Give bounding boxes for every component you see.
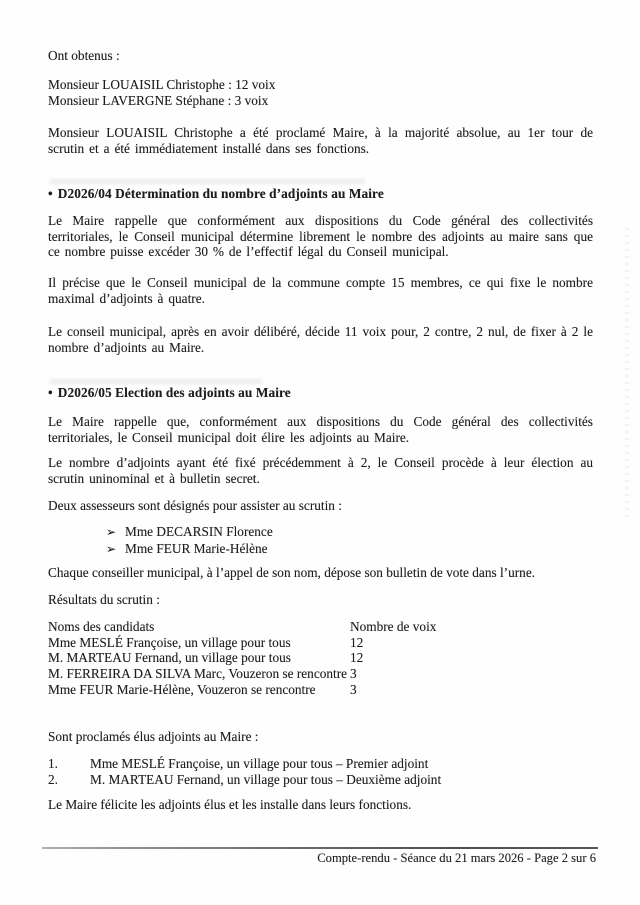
footer-divider bbox=[42, 847, 598, 849]
paragraph-15-membres: Il précise que le Conseil municipal de la commune compte 15 membres, ce qui fixe le nombre maximal d’adjoints à quatre. bbox=[48, 275, 593, 306]
list-item bbox=[106, 541, 273, 558]
scan-artifact bbox=[50, 179, 365, 184]
paragraph-decision-vote: Le conseil municipal, après en avoir délibéré, décide 11 voix pour, 2 contre, 2 nul, de fixer à 2 le nombre d’adjoints au Maire. bbox=[48, 324, 593, 355]
section-heading-d2026-04 bbox=[48, 186, 593, 202]
paragraph-proclames-intro: Sont proclamés élus adjoints au Maire : bbox=[48, 729, 259, 744]
elected-adjoints-list bbox=[48, 756, 593, 787]
votes-cell: 12 bbox=[350, 634, 364, 650]
paragraph-election-intro: Le Maire rappelle que, conformément aux dispositions du Code général des collectivités territoriales, le Conseil municipal doit élire les adjoints au Maire. bbox=[48, 414, 593, 445]
list-item bbox=[106, 524, 273, 541]
section-heading-d2026-05 bbox=[48, 385, 593, 401]
paragraph-urne: Chaque conseiller municipal, à l’appel de son nom, dépose son bulletin de vote dans l’urne. bbox=[48, 565, 536, 580]
section-title: D2026/04 Détermination du nombre d’adjoints au Maire bbox=[57, 186, 384, 201]
table-header-row bbox=[48, 619, 593, 635]
paragraph-resultats-label: Résultats du scrutin : bbox=[48, 592, 160, 607]
column-header-votes: Nombre de voix bbox=[350, 619, 437, 634]
paragraph-mayor-proclamation: Monsieur LOUAISIL Christophe a été proclamé Maire, à la majorité absolue, au 1er tour de scrutin et a été immédiatement installé dans ses fonctions. bbox=[48, 125, 593, 156]
list-number: 2. bbox=[48, 771, 58, 787]
vote-result-line: Monsieur LOUAISIL Christophe : 12 voix bbox=[48, 77, 276, 92]
votes-cell: 12 bbox=[350, 650, 364, 666]
vote-result-line: Monsieur LAVERGNE Stéphane : 3 voix bbox=[48, 92, 269, 108]
paragraph-ont-obtenus: Ont obtenus : bbox=[48, 48, 120, 63]
elected-name: Mme MESLÉ Françoise, un village pour tous – Premier adjoint bbox=[90, 756, 429, 771]
bullet-icon: • bbox=[48, 186, 53, 201]
paragraph-felicitations: Le Maire félicite les adjoints élus et les installe dans leurs fonctions. bbox=[48, 797, 412, 812]
table-row bbox=[48, 682, 593, 698]
results-table bbox=[48, 619, 593, 698]
paragraph-scrutin-uninominal: Le nombre d’adjoints ayant été fixé précédemment à 2, le Conseil procède à leur élection au scrutin uninominal et à bulletin secret. bbox=[48, 455, 593, 486]
column-header-candidates: Noms des candidats bbox=[48, 619, 155, 634]
list-item bbox=[48, 772, 593, 788]
table-row bbox=[48, 666, 593, 682]
arrow-bullet-icon: ➢ bbox=[106, 541, 117, 556]
list-number: 1. bbox=[48, 756, 58, 771]
candidate-cell: Mme FEUR Marie-Hélène, Vouzeron se rencontre bbox=[48, 681, 316, 697]
arrow-bullet-icon: ➢ bbox=[106, 525, 117, 539]
candidate-cell: Mme MESLÉ Françoise, un village pour tous bbox=[48, 634, 291, 650]
list-item bbox=[48, 756, 593, 772]
table-row bbox=[48, 650, 593, 666]
scan-artifact bbox=[50, 379, 262, 384]
section-title: D2026/05 Election des adjoints au Maire bbox=[57, 385, 291, 400]
scan-artifact bbox=[625, 228, 629, 518]
votes-cell: 3 bbox=[350, 666, 357, 682]
table-row bbox=[48, 635, 593, 651]
bullet-icon: • bbox=[48, 385, 53, 400]
candidate-cell: M. MARTEAU Fernand, un village pour tous bbox=[48, 650, 291, 666]
paragraph-assesseurs-intro: Deux assesseurs sont désignés pour assister au scrutin : bbox=[48, 498, 342, 513]
assessor-name: Mme FEUR Marie-Hélène bbox=[125, 540, 268, 556]
paragraph-code-general: Le Maire rappelle que conformément aux dispositions du Code général des collectivités territoriales, le Conseil municipal détermine librement le nombre des adjoints au maire sans que ce nombre puisse excéder 30 % de l’effectif légal du Conseil municipal. bbox=[48, 213, 593, 260]
votes-cell: 3 bbox=[350, 681, 357, 697]
page-footer: Compte-rendu - Séance du 21 mars 2026 - Page 2 sur 6 bbox=[317, 851, 596, 865]
assessors-list bbox=[106, 524, 273, 557]
assessor-name: Mme DECARSIN Florence bbox=[125, 524, 273, 539]
mayor-vote-results bbox=[48, 77, 593, 108]
candidate-cell: M. FERREIRA DA SILVA Marc, Vouzeron se rencontre bbox=[48, 666, 348, 682]
elected-name: M. MARTEAU Fernand, un village pour tous – Deuxième adjoint bbox=[90, 771, 442, 787]
